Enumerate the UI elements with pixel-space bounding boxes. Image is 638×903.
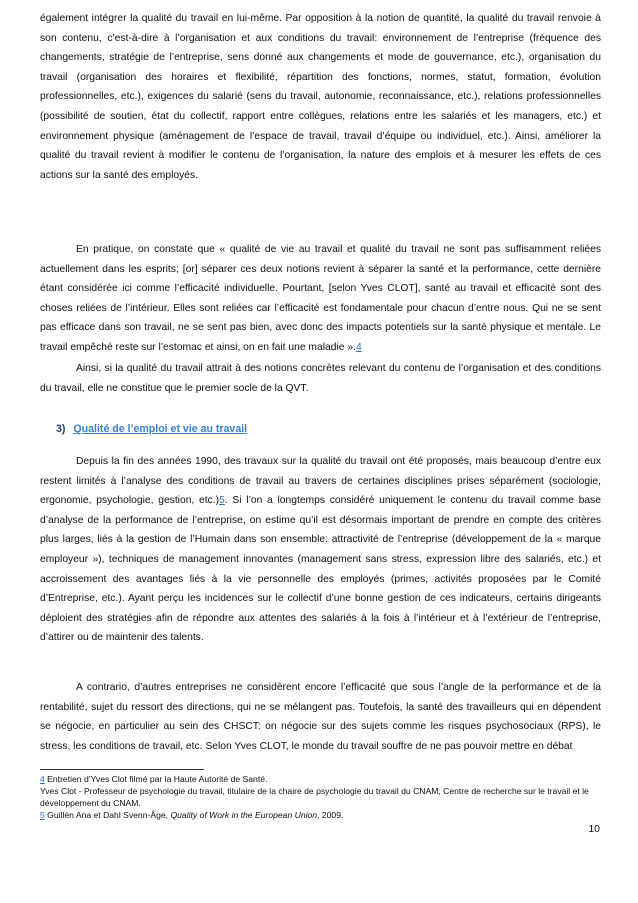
paragraph-a-contrario: [40, 678, 601, 756]
footnote-book-title: Quality of Work in the European Union: [170, 810, 318, 821]
footnote-year: , 2009.: [317, 810, 344, 821]
paragraph-text: A contrario, d’autres entreprises ne considèrent encore l’efficacité que sous l’angle de la performance et de la rentabilité, sujet du ressort des directions, qui ne se mélangent pas. Toutefois, la santé des travailleurs qui en dépendent se négocie, en particulier au sein des CHSCT: on négocie sur des sujets comme les risques psychosociaux (RPS), le stress, les conditions de travail, etc. Selon Yves CLOT, le monde du travail souffre de ne pas pouvoir mettre en débat: [40, 682, 601, 752]
footnote-5: [40, 809, 601, 821]
footnote-text: Entretien d’Yves Clot filmé par la Haute Autorité de Santé.: [44, 774, 268, 784]
paragraph-text: également intégrer la qualité du travail en lui-même. Par opposition à la notion de quantité, la qualité du travail renvoie à son contenu, c’est-à-dire à l’organisation et aux conditions du travail: environnement de l’entreprise (fréquence des changements, stratégie de l’entreprise, sens donné aux changements et mode de gouvernance, etc.), organisation du travail (organisation des horaires et flexibilité, répartition des fonctions, normes, statut, formation, évolution professionnelles, etc.), exigences du salarié (sens du travail, autonomie, reconnaissance, etc.), relations professionnelles (possibilité de soutien, état du collectif, rapport entre collègues, relations entre les salariés et les managers, etc.) et environnement physique (aménagement de l’espace de travail, travail d’équipe ou individuel, etc.). Ainsi, améliorer la qualité du travail revient à modifier le contenu de l’organisation, la nature des emplois et à mesurer les effets de ces actions sur la santé des employés.: [40, 13, 601, 181]
footnote-4-detail: Yves Clot - Professeur de psychologie du travail, titulaire de la chaire de psychologie du travail du CNAM, Centre de recherche sur le travail et le développement du CNAM.: [40, 786, 589, 809]
footnote-link-5[interactable]: 5: [219, 495, 225, 507]
paragraph-thus: [40, 359, 601, 398]
paragraph-since-1990: [40, 452, 601, 648]
section-title: Qualité de l’emploi et vie au travail: [73, 423, 248, 435]
paragraph-text: Ainsi, si la qualité du travail attrait à des notions concrètes relevant du contenu de l’organisation et des conditions du travail, elle ne constitue que le premier socle de la QVT.: [40, 363, 601, 394]
paragraph-quality-of-work: [40, 9, 601, 185]
section-number: 3): [56, 423, 66, 435]
footnote-4: [40, 773, 601, 785]
paragraph-in-practice: [40, 240, 601, 358]
footnotes: [40, 773, 601, 821]
footnote-4-ref[interactable]: 4: [40, 774, 45, 784]
footnote-separator: [40, 769, 204, 770]
paragraph-text: En pratique, on constate que « qualité de vie au travail et qualité du travail ne sont pas suffisamment reliées actuellement dans les esprits; [or] séparer ces deux notions revient à séparer la santé et la performance, cette dernière étant considérée ici comme l’efficacité individuelle. Pourtant, [selon Yves CLOT], santé au travail et efficacité sont des choses reliées de l’intérieur. Elles sont reliées car l’efficacité est fondamentale pour chacun d’entre nous. Qui ne se sent pas efficace dans son travail, ne se sent pas bien, avec donc des impacts potentiels sur la santé physique et mentale. Le travail empêché reste sur l’estomac et ainsi, on en fait une maladie ».: [40, 244, 601, 353]
footnote-5-ref[interactable]: 5: [40, 810, 45, 821]
page-number: 10: [588, 823, 600, 835]
footnote-link-4[interactable]: 4: [355, 341, 362, 353]
paragraph-text: . Si l’on a longtemps considéré uniquement le contenu du travail comme base d’analyse de la performance de l’entreprise, on estime qu’il est désormais important de prendre en compte des critères plus larges, liés à la gestion de l’Humain dans son ensemble: attractivité de l’entreprise (développement de la « marque employeur »), techniques de management innovantes (management sans stress, expression libre des salariés, etc.) et accroissement des avantages liés à la vie personnelle des employés (primes, activités proposées par le Comité d’Entreprise, etc.). Ayant perçu les incidences sur le collectif d’une bonne gestion de ces indicateurs, certains dirigeants déploient des stratégies afin de répondre aux attentes des salariés à la fois à l’intérieur et à l’extérieur de l’entreprise, d’attirer ou de maintenir des talents.: [40, 495, 602, 644]
footnote-authors: Guillén Ana et Dahl Svenn-Åge,: [44, 810, 171, 821]
paragraph-text: Depuis la fin des années 1990, des travaux sur la qualité du travail ont été proposés, mais beaucoup d’entre eux restent limités à l’analyse des conditions de travail au travers de certaines disciplines prises séparément (sociologie, ergonomie, psychologie, gestion, etc.): [40, 456, 601, 507]
section-heading: [56, 423, 247, 435]
